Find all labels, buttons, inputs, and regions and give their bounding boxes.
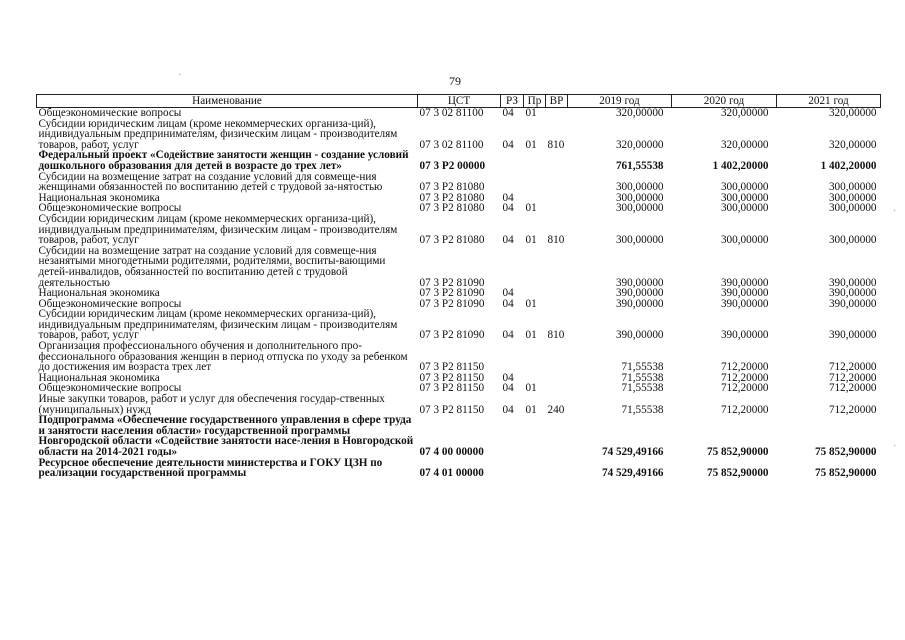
row-2021-cell: 300,00000 [828,191,877,204]
row-2021-cell: 75 852,90000 [814,446,877,458]
row-2020-cell: 75 852,90000 [706,467,769,480]
row-name-cell: Общеэкономические вопросы [38,202,182,215]
row-rz-cell: 04 [502,107,514,119]
row-vr-cell [546,288,568,299]
row-vr-cell [546,458,568,479]
row-2019-cell: 74 529,49166 [601,446,664,458]
row-2020-cell: 300,00000 [720,202,769,215]
header-2021: 2021 год [777,95,881,108]
row-2021-cell: 300,00000 [828,202,877,215]
row-pr-cell [524,172,546,193]
row-name-cell: Общеэкономические вопросы [38,382,182,395]
row-rz-cell: 04 [502,287,514,300]
row-rz-cell: 04 [502,329,514,342]
table-row [37,458,881,479]
row-name-cell: Общеэкономические вопросы [38,297,182,310]
row-pr-cell [524,415,546,457]
row-2020-cell: 300,00000 [720,191,769,204]
row-name-cell: Национальная экономика [38,287,160,300]
row-2021-cell: 390,00000 [828,297,877,310]
row-2021-cell: 712,20000 [828,382,877,395]
table-row [37,246,881,288]
table-row [37,309,881,341]
row-cst-cell: 07 3 P2 81080 [419,202,485,215]
row-2021-cell: 390,00000 [828,276,877,289]
row-2020-cell: 1 402,20000 [712,159,769,172]
row-rz-cell: 04 [502,382,514,395]
row-rz-cell: 04 [502,297,514,310]
row-rz-cell [501,246,524,288]
row-2020-cell: 390,00000 [720,276,769,289]
row-pr-cell: 01 [525,329,537,342]
row-2021-cell: 712,20000 [828,371,877,384]
row-rz-cell [501,341,524,373]
row-vr-cell [546,415,568,457]
row-vr-cell [546,108,568,119]
row-2021-cell: 320,00000 [828,107,877,119]
row-2019-cell: 320,00000 [615,138,664,151]
row-name-cell: Субсидии на возмещение затрат на создание условий для совмеще-ния незанятыми многодетными родителями, родителями, воспиты-вающими детей-инвалидов, обязанностей по воспитанию детей с трудовой деятельностью [38,244,386,289]
row-vr-cell [546,203,568,214]
row-name-cell: Субсидии на возмещение затрат на создание условий для совмеще-ния женщинами обязанностей по воспитанию детей с трудовой за-нятостью [38,170,383,194]
row-2019-cell: 390,00000 [615,329,664,342]
row-name-cell: Субсидии юридическим лицам (кроме некоммерческих организа-ций), индивидуальным предпринимателям, физическим лицам - производителям товаров, работ, услуг [38,117,398,151]
row-rz-cell: 04 [502,138,514,151]
row-2019-cell: 300,00000 [615,234,664,247]
row-2019-cell: 71,55538 [621,361,664,374]
row-2020-cell: 390,00000 [720,287,769,300]
row-cst-cell: 07 3 P2 81080 [419,191,485,204]
row-2019-cell: 390,00000 [615,276,664,289]
row-rz-cell: 04 [502,234,514,247]
row-2021-cell: 390,00000 [828,287,877,300]
row-name-cell: Субсидии юридическим лицам (кроме некоммерческих организа-ций), индивидуальным предпринимателям, физическим лицам - производителям товаров, работ, услуг [38,308,398,342]
row-name-cell: Организация профессионального обучения и дополнительного про-фессионального образования женщин в период отпуска по уходу за ребенком до достижения им возраста трех лет [38,340,408,374]
row-pr-cell: 01 [525,138,537,151]
row-vr-cell [546,373,568,384]
table-header-row [37,95,881,108]
row-vr-cell: 240 [547,403,565,416]
row-2019-cell: 300,00000 [615,191,664,204]
row-pr-cell: 01 [525,382,537,395]
row-2021-cell: 300,00000 [828,181,877,194]
row-vr-cell: 810 [547,138,565,151]
table-row [37,341,881,373]
row-rz-cell [501,415,524,457]
row-2021-cell: 712,20000 [828,361,877,374]
row-cst-cell: 07 3 P2 81090 [419,287,485,300]
row-cst-cell: 07 3 P2 81090 [419,297,485,310]
row-2019-cell: 761,55538 [615,159,664,172]
row-2019-cell: 71,55538 [621,371,664,384]
header-2019: 2019 год [568,95,672,108]
row-name-cell: Общеэкономические вопросы [38,107,182,119]
row-2020-cell: 390,00000 [720,297,769,310]
row-pr-cell [524,341,546,373]
row-cst-cell: 07 3 P2 00000 [419,159,486,172]
row-2019-cell: 320,00000 [615,107,664,119]
row-pr-cell: 01 [525,202,537,215]
header-cst: ЦСТ [418,95,501,108]
table-row [37,214,881,246]
row-2020-cell: 320,00000 [720,107,769,119]
row-2020-cell: 320,00000 [720,138,769,151]
budget-table [36,94,881,479]
row-2019-cell: 71,55538 [621,382,664,395]
row-pr-cell: 01 [525,234,537,247]
row-2019-cell: 71,55538 [621,403,664,416]
row-cst-cell: 07 4 00 00000 [419,446,484,458]
row-rz-cell: 04 [502,403,514,416]
row-pr-cell: 01 [525,107,537,119]
row-name-cell: Федеральный проект «Содействие занятости женщин - создание условий дошкольного образования для детей в возрасте до трех лет» [38,149,409,172]
row-vr-cell [546,341,568,373]
row-2021-cell: 300,00000 [828,234,877,247]
row-2020-cell: 300,00000 [720,181,769,194]
row-vr-cell: 810 [547,234,565,247]
table-row [37,172,881,193]
table-row [37,119,881,151]
table-row [37,150,881,171]
table-row [37,415,881,457]
row-rz-cell: 04 [502,191,514,204]
row-name-cell: Ресурсное обеспечение деятельности министерства и ГОКУ ЦЗН по реализации государственной программы [38,456,383,480]
scan-speck: · [178,70,182,81]
row-rz-cell [501,150,524,171]
row-2019-cell: 390,00000 [615,287,664,300]
table-row [37,394,881,415]
row-pr-cell [524,150,546,171]
row-2020-cell: 390,00000 [720,329,769,342]
header-pr: Пр [524,95,546,108]
row-2019-cell: 300,00000 [615,181,664,194]
row-2020-cell: 712,20000 [720,403,769,416]
row-cst-cell: 07 3 P2 81150 [419,403,485,416]
row-name-cell: Национальная экономика [38,191,160,204]
row-cst-cell: 07 4 01 00000 [419,467,484,480]
header-rz: РЗ [501,95,524,108]
header-2020: 2020 год [672,95,777,108]
header-name: Наименование [37,95,418,108]
scan-speck: · [893,441,897,452]
row-pr-cell [524,458,546,479]
row-pr-cell: 01 [525,403,537,416]
row-2021-cell: 320,00000 [828,138,877,151]
row-vr-cell [546,246,568,288]
row-vr-cell [546,172,568,193]
row-2021-cell: 75 852,90000 [814,467,877,480]
row-2020-cell: 712,20000 [720,361,769,374]
row-cst-cell: 07 3 P2 81090 [419,276,485,289]
table-row [37,108,881,119]
row-2020-cell: 300,00000 [720,234,769,247]
row-2021-cell: 712,20000 [828,403,877,416]
row-cst-cell: 07 3 02 81100 [419,138,484,151]
row-2019-cell: 390,00000 [615,297,664,310]
row-2021-cell: 1 402,20000 [820,159,877,172]
row-cst-cell: 07 3 02 81100 [419,107,484,119]
row-2020-cell: 712,20000 [720,371,769,384]
row-cst-cell: 07 3 P2 81150 [419,361,485,374]
header-vr: ВР [546,95,568,108]
row-name-cell: Национальная экономика [38,371,160,384]
row-cst-cell: 07 3 P2 81150 [419,382,485,395]
row-vr-cell [546,299,568,310]
row-2021-cell: 390,00000 [828,329,877,342]
row-cst-cell: 07 3 P2 81080 [419,234,485,247]
row-vr-cell [546,383,568,394]
row-vr-cell [546,150,568,171]
row-2020-cell: 75 852,90000 [706,446,769,458]
row-rz-cell [501,458,524,479]
row-rz-cell: 04 [502,371,514,384]
row-name-cell: Иные закупки товаров, работ и услуг для обеспечения государ-ственных (муниципальных) нужд [38,393,385,416]
row-name-cell: Субсидии юридическим лицам (кроме некоммерческих организа-ций), индивидуальным предпринимателям, физическим лицам - производителям товаров, работ, услуг [38,212,398,247]
row-vr-cell: 810 [547,329,565,342]
row-2019-cell: 74 529,49166 [601,467,664,480]
row-cst-cell: 07 3 P2 81080 [419,181,485,194]
row-2020-cell: 712,20000 [720,382,769,395]
row-rz-cell [501,172,524,193]
row-2019-cell: 300,00000 [615,202,664,215]
row-pr-cell: 01 [525,297,537,310]
row-vr-cell [546,193,568,204]
row-pr-cell [524,246,546,288]
row-cst-cell: 07 3 P2 81150 [419,371,485,384]
page-number: 79 [449,74,461,88]
row-cst-cell: 07 3 P2 81090 [419,329,485,342]
row-rz-cell: 04 [502,202,514,215]
scan-speck: · [893,206,897,217]
row-name-cell: Подпрограмма «Обеспечение государственного управления в сфере труда и занятости населения области» государственной программы Новгородской области «Содействие занятости насе-ления в Новгородской области на 2014-2021 годы» [38,414,414,458]
